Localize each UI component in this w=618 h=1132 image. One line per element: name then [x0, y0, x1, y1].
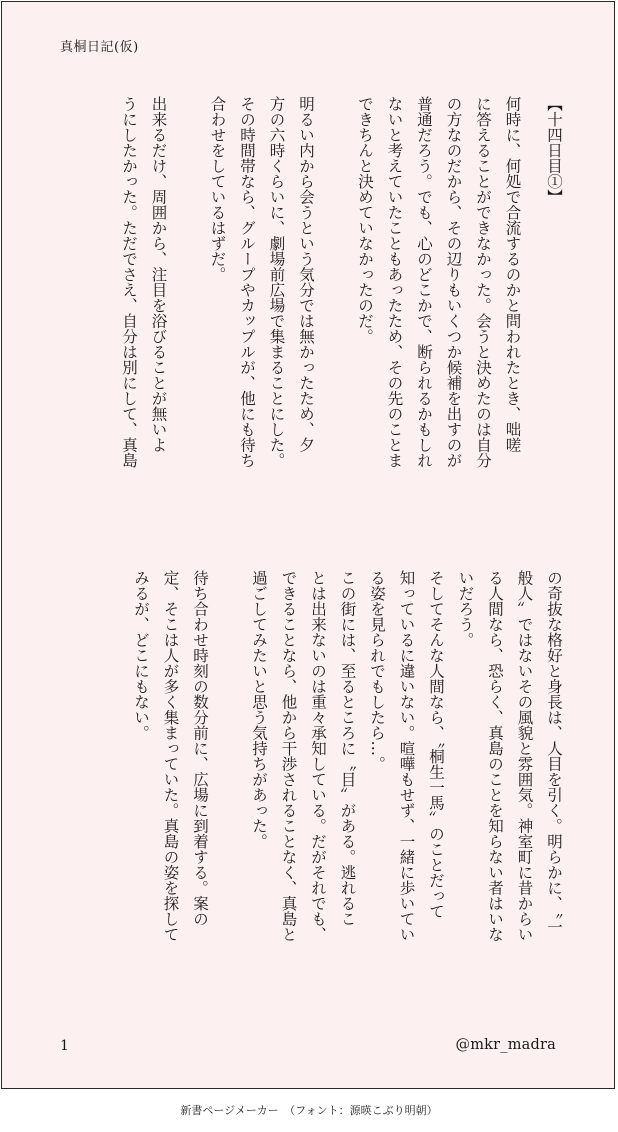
- text-line: に答えることができなかった。会うと決めたのは自分: [474, 96, 492, 468]
- text-line: 普通だろう。でも、心のどこかで、断られるかもしれ: [415, 96, 433, 468]
- credit-footer: 新書ページメーカー （フォント：源暎こぶり明朝）: [180, 1104, 438, 1117]
- page-number: 1: [60, 1038, 69, 1054]
- text-line: 知っているに違いない。喧嘩もせず、一緒に歩いてい: [397, 570, 416, 942]
- text-line: 般人〟ではないその風貌と雰囲気。神室町に昔からい: [515, 570, 534, 942]
- text-line: できちんと決めていなかったのだ。: [356, 96, 374, 344]
- text-line: の奇抜な格好と身長は、人目を引く。明らかに、〝一: [545, 570, 563, 935]
- text-line: の方なのだから、その辺りもいくつか候補を出すのが: [444, 96, 463, 468]
- text-line: る人間なら、恐らく、真島のことを知らない者はいな: [486, 570, 504, 942]
- text-line: いだろう。: [456, 570, 475, 648]
- text-block-top: [114, 96, 569, 536]
- blank-line: [173, 96, 203, 536]
- author-handle: @mkr_madra: [455, 1037, 556, 1053]
- text-line: 何時に、何処で合流するのかと問われたとき、咄嗟: [503, 96, 522, 453]
- text-line: 出来るだけ、周囲から、注目を浴びることが無いよ: [149, 96, 168, 453]
- text-line: できることなら、他から干渉されることなく、真島と: [279, 570, 298, 942]
- text-line: この街には、至るところに〝目〟がある。逃れるこ: [338, 570, 357, 927]
- text-line: とは出来ないのは重々承知している。だがそれでも、: [309, 570, 327, 942]
- text-line: ないと考えていたこともあったため、その先のことま: [385, 96, 404, 468]
- blank-line: [320, 96, 350, 536]
- chapter-title: 【十四日目①】: [545, 96, 563, 205]
- text-line: その時間帯なら、グループやカップルが、他にも待ち: [238, 96, 256, 468]
- text-block-bottom: [126, 570, 569, 1010]
- text-line: 過ごしてみたいと思う気持ちがあった。: [250, 570, 268, 849]
- page-header-title: 真桐日記(仮): [60, 40, 139, 55]
- text-line: 合わせをしているはずだ。: [208, 96, 227, 282]
- text-line: る姿を見られでもしたら…。: [368, 570, 386, 772]
- text-line: 定、そこは人が多く集まっていた。真島の姿を探して: [161, 570, 180, 942]
- text-line: みるが、どこにもない。: [132, 570, 150, 741]
- text-line: 明るい内から会うという気分では無かったため、夕: [297, 96, 315, 453]
- text-line: そしてそんな人間なら、〝桐生一馬〟のことだって: [427, 570, 445, 919]
- blank-line: [214, 570, 244, 1010]
- text-line: 待ち合わせ時刻の数分前に、広場に到着する。案の: [191, 570, 209, 927]
- text-line: うにしたかった。ただでさえ、自分は別にして、真島: [120, 96, 138, 468]
- manuscript-page: [1, 1, 615, 1089]
- text-line: 方の六時くらいに、劇場前広場で集まることにした。: [267, 96, 286, 468]
